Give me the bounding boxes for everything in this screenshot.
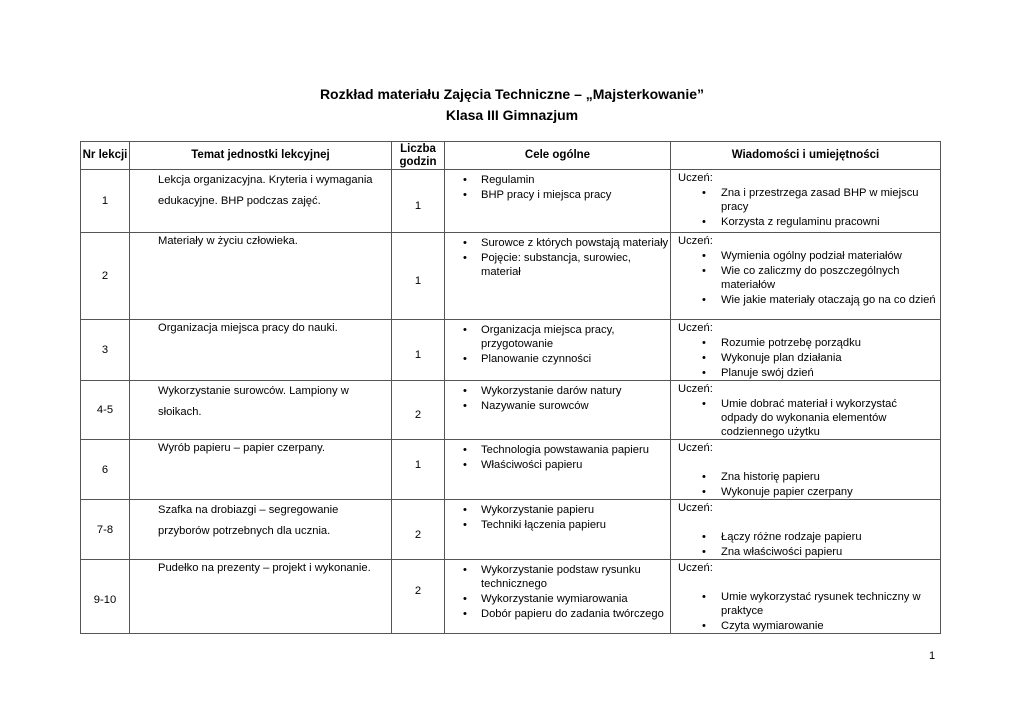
knowledge-skills bbox=[671, 560, 941, 634]
list-item: • Zna i przestrzega zasad BHP w miejscu pracy bbox=[678, 185, 936, 214]
general-goals bbox=[445, 500, 671, 560]
spacer bbox=[678, 575, 936, 589]
lesson-number: 6 bbox=[81, 440, 130, 500]
skills-intro: Uczeń: bbox=[678, 322, 713, 334]
spacer bbox=[678, 455, 936, 469]
lesson-hours bbox=[392, 381, 445, 440]
table-row bbox=[81, 440, 941, 500]
lesson-hours bbox=[392, 500, 445, 560]
list-item: • Wykorzystanie podstaw rysunku technicznego bbox=[445, 562, 670, 591]
skills-intro: Uczeń: bbox=[678, 502, 713, 514]
list-item: • Surowce z których powstają materiały bbox=[445, 235, 670, 250]
knowledge-skills bbox=[671, 440, 941, 500]
document-title: Rozkład materiału Zajęcia Techniczne – „Majsterkowanie” bbox=[319, 86, 705, 102]
hours-value: 2 bbox=[414, 409, 422, 421]
lesson-number-value: 9-10 bbox=[93, 593, 117, 606]
skills-intro: Uczeń: bbox=[678, 172, 713, 184]
skills-intro: Uczeń: bbox=[678, 383, 713, 395]
hours-value: 1 bbox=[414, 349, 422, 361]
knowledge-skills bbox=[671, 170, 941, 233]
header-hours: Liczba godzin bbox=[392, 142, 445, 170]
table-row bbox=[81, 233, 941, 320]
header-nr: Nr lekcji bbox=[81, 142, 130, 170]
general-goals bbox=[445, 233, 671, 320]
list-item: • Techniki łączenia papieru bbox=[445, 517, 670, 532]
list-item: • Planuje swój dzień bbox=[678, 365, 936, 380]
lesson-number: 2 bbox=[81, 233, 130, 320]
table-header-row bbox=[81, 142, 941, 170]
list-item: • Wymienia ogólny podział materiałów bbox=[678, 248, 936, 263]
table-row bbox=[81, 560, 941, 634]
lesson-number bbox=[81, 560, 130, 634]
lesson-topic: Lekcja organizacyjna. Kryteria i wymagania edukacyjne. BHP podczas zajęć. bbox=[130, 170, 392, 233]
list-item: • Wie co zaliczmy do poszczególnych materiałów bbox=[678, 263, 936, 292]
lesson-topic: Wyrób papieru – papier czerpany. bbox=[130, 440, 392, 500]
list-item: • Umie wykorzystać rysunek techniczny w praktyce bbox=[678, 589, 936, 618]
header-skills: Wiadomości i umiejętności bbox=[671, 142, 941, 170]
hours-value: 1 bbox=[414, 275, 422, 287]
list-item: • Dobór papieru do zadania twórczego bbox=[445, 606, 670, 621]
knowledge-skills bbox=[671, 500, 941, 560]
lesson-number: 3 bbox=[81, 320, 130, 381]
general-goals bbox=[445, 560, 671, 634]
list-item: • BHP pracy i miejsca pracy bbox=[445, 187, 670, 202]
list-item: • Właściwości papieru bbox=[445, 457, 670, 472]
list-item: • Wykonuje plan działania bbox=[678, 350, 936, 365]
knowledge-skills bbox=[671, 320, 941, 381]
lesson-topic: Organizacja miejsca pracy do nauki. bbox=[130, 320, 392, 381]
document-subtitle: Klasa III Gimnazjum bbox=[445, 107, 579, 123]
lesson-hours bbox=[392, 233, 445, 320]
hours-value: 1 bbox=[414, 200, 422, 212]
list-item: • Czyta wymiarowanie bbox=[678, 618, 936, 633]
knowledge-skills bbox=[671, 233, 941, 320]
general-goals bbox=[445, 440, 671, 500]
list-item: • Pojęcie: substancja, surowiec, materiał bbox=[445, 250, 670, 279]
table-row bbox=[81, 500, 941, 560]
knowledge-skills bbox=[671, 381, 941, 440]
list-item: • Regulamin bbox=[445, 172, 670, 187]
header-topic: Temat jednostki lekcyjnej bbox=[130, 142, 392, 170]
lesson-hours bbox=[392, 440, 445, 500]
list-item: • Planowanie czynności bbox=[445, 351, 670, 366]
list-item: • Wykorzystanie wymiarowania bbox=[445, 591, 670, 606]
list-item: • Wykonuje papier czerpany bbox=[678, 484, 936, 499]
skills-intro: Uczeń: bbox=[678, 235, 713, 247]
lesson-topic: Pudełko na prezenty – projekt i wykonanie. bbox=[130, 560, 392, 634]
list-item: • Organizacja miejsca pracy, przygotowanie bbox=[445, 322, 670, 351]
general-goals bbox=[445, 381, 671, 440]
list-item: • Zna historię papieru bbox=[678, 469, 936, 484]
lesson-plan-table bbox=[80, 141, 941, 634]
list-item: • Łączy różne rodzaje papieru bbox=[678, 529, 936, 544]
list-item: • Umie dobrać materiał i wykorzystać odpady do wykonania elementów codziennego użytku bbox=[678, 396, 936, 439]
lesson-number: 1 bbox=[81, 170, 130, 233]
page-number: 1 bbox=[929, 650, 936, 662]
lesson-topic: Wykorzystanie surowców. Lampiony w słoikach. bbox=[130, 381, 392, 440]
list-item: • Zna właściwości papieru bbox=[678, 544, 936, 559]
hours-value: 2 bbox=[414, 528, 422, 541]
list-item: • Korzysta z regulaminu pracowni bbox=[678, 214, 936, 229]
list-item: • Wie jakie materiały otaczają go na co dzień bbox=[678, 292, 936, 307]
lesson-number: 4-5 bbox=[81, 381, 130, 440]
lesson-topic: Szafka na drobiazgi – segregowanie przyborów potrzebnych dla ucznia. bbox=[130, 500, 392, 560]
list-item: • Wykorzystanie papieru bbox=[445, 502, 670, 517]
list-item: • Wykorzystanie darów natury bbox=[445, 383, 670, 398]
lesson-number: 7-8 bbox=[81, 500, 130, 560]
skills-intro: Uczeń: bbox=[678, 562, 713, 574]
skills-intro: Uczeń: bbox=[678, 442, 713, 454]
list-item: • Nazywanie surowców bbox=[445, 398, 670, 413]
general-goals bbox=[445, 320, 671, 381]
hours-value: 2 bbox=[414, 584, 422, 597]
lesson-hours bbox=[392, 320, 445, 381]
lesson-hours bbox=[392, 170, 445, 233]
list-item: • Rozumie potrzebę porządku bbox=[678, 335, 936, 350]
table-row bbox=[81, 381, 941, 440]
hours-value: 1 bbox=[414, 458, 422, 471]
table-row bbox=[81, 170, 941, 233]
spacer bbox=[678, 515, 936, 529]
general-goals bbox=[445, 170, 671, 233]
list-item: • Technologia powstawania papieru bbox=[445, 442, 670, 457]
header-goals: Cele ogólne bbox=[445, 142, 671, 170]
table-row bbox=[81, 320, 941, 381]
lesson-topic: Materiały w życiu człowieka. bbox=[130, 233, 392, 320]
lesson-hours bbox=[392, 560, 445, 634]
